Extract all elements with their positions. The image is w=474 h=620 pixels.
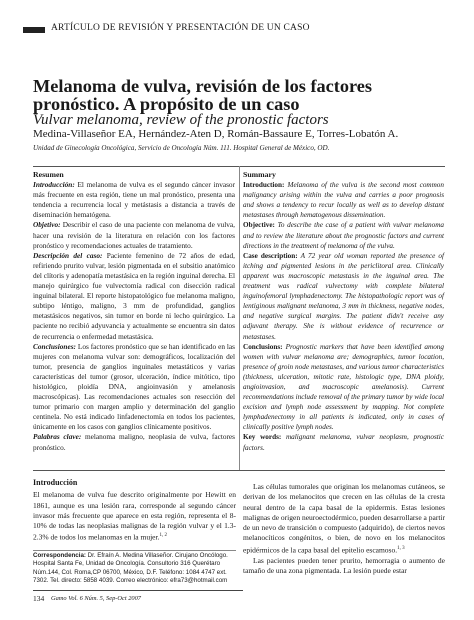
introduccion-right bbox=[243, 482, 445, 576]
article-subtitle: Vulvar melanoma, review of the pronostic factors bbox=[33, 112, 329, 128]
summary-keywords: Key words: malignant melanoma, vulvar neoplasm, prognostic factors. bbox=[243, 433, 444, 452]
introduccion-right-p2: Las pacientes pueden tener prurito, hemorragia o aumento de tamaño de una zona pigmentada. La lesión puede estar bbox=[243, 555, 445, 575]
article-title: Melanoma de vulva, revisión de los factores pronóstico. A propósito de un caso bbox=[33, 76, 373, 114]
summary-column bbox=[243, 170, 444, 453]
summary-intro: Introduction: Melanoma of the vulva is the second most common malignancy arising within the vulva and carries a poor prognosis and shows a tendency to recur locally as well as to develop distant metastases through hematogenous dissemination. bbox=[243, 181, 444, 220]
correspondence-text: Dr. Efraín A. Medina Villaseñor. Cirujano Oncólogo. Hospital Santa Fe, Unidad de Oncología. Consultorio 316 Querétaro Núm.144, Col. Roma,CP 06700, México, D.F. Teléfono: 1084 4747 ext. 7302. Tel. directo: 5858 4039. Correo electrónico: efra73@hotmail.com bbox=[33, 552, 228, 584]
section-marker-bar bbox=[23, 27, 45, 33]
resumen-palabras-clave: Palabras clave: melanoma maligno, neoplasia de vulva, factores pronóstico. bbox=[33, 432, 236, 452]
introduccion-right-p1: Las células tumorales que originan los melanomas cutáneos, se derivan de los melanocitos que crecen en las células de la cresta neural dentro de la capa basal de la epidermis. Estas lesiones malignas de origen neuroectodérmico, pueden desarrollarse a partir de un nevo de transición o compuesto (adquirido), de ciertos nevos melanocíticos congénitos, o bien, de novo en los melanocitos epidérmicos de la capa basal del epitelio escamoso.$^{1, 3}$ bbox=[243, 482, 445, 555]
introduccion-left bbox=[33, 478, 236, 543]
correspondence-rule bbox=[33, 550, 236, 551]
abstract-column-divider bbox=[239, 166, 240, 471]
introduccion-heading: Introducción bbox=[33, 478, 78, 487]
correspondence-note bbox=[33, 552, 236, 585]
summary-heading: Summary bbox=[243, 170, 276, 179]
footer-rule bbox=[33, 590, 243, 591]
section-label: ARTÍCULO DE REVISIÓN Y PRESENTACIÓN DE UN CASO bbox=[51, 23, 310, 33]
resumen-conclusiones: Conclusiones: Los factores pronóstico que se han identificado en las mujeres con melanoma vulvar son: demográficos, localización del tumor, presencia de ganglios inguinales metastáticos y varias características del tumor (grosor, ulceración, índice mitótico, tipo histológico, ploidía DNA, angioinvasión y amelanosis macroscópicas). Las recomendaciones actuales son resección del tumor primario con margen amplio y determinación del ganglio centinela. No está indicado linfadenectomía en todos los pacientes, únicamente en los casos con ganglios clínicamente positivos. bbox=[33, 341, 235, 432]
resumen-caso: Descripción del caso: Paciente femenino de 72 años de edad, refiriendo prurito vulvar, lesión pigmentada en el subsitio anatómico del clítoris y adenopatía metastásica en la región inguinal derecha. El manejo quirúrgico fue vulvectomía radical con disección radical inguinal bilateral. El reporte histopatológico fue melanoma maligno, subtipo léntigo, maligno, 3 mm de profundidad, ganglios metastásicos negativos, sin tumor en borde ni lecho quirúrgico. La paciente no recibió adyuvancia y actualmente se encuentra sin datos de recurrencia o enfermedad metastásica. bbox=[33, 250, 236, 341]
page-number: 134 bbox=[33, 594, 45, 603]
resumen-heading: Resumen bbox=[33, 170, 64, 179]
summary-objective: Objective: To describe the case of a patient with vulvar melanoma and to review the literature about the prognostic factors and current directions in the treatment of melanoma of the vulva. bbox=[243, 221, 444, 250]
summary-case: Case description: A 72 year old woman reported the presence of itching and pigmented lesions in the periclitoral area. Clinically apparent was macroscopic metastasis in the inguinal area. The treatment was radical vulvectomy with complete bilateral inguinofemoral lymphadenectomy. The histopathologic report was of lentiginous malignant melanoma, 3 mm in thickness, negative nodes, and negative surgical margins. The patient didn't receive any adjuvant therapy. She is without evidence of recurrence or metastases. bbox=[243, 251, 444, 341]
abstract-box-bottom-rule bbox=[33, 470, 445, 471]
introduccion-text: El melanoma de vulva fue descrito originalmente por Hewitt en 1861, aunque es una lesión rara, corresponde al segundo cáncer invasor más frecuente que aparece en esta región, representa el 8-10% de todas las neoplasias malignas de la región vulvar y el 1.3-2.3% de todos los melanomas en la mujer. bbox=[33, 490, 236, 542]
summary-conclusions: Conclusions: Prognostic markers that have been identified among women with vulvar melanoma are; demographics, tumor location, presence of groin node metastases, and various tumor characteristics (thickness, ulceration, mitotic rate, histologic type, DNA ploidy, angioinvasion, and macroscopic amelanosis). Current recommendations include removal of the primary tumor by wide local excision and lymph node assessment by mapping. Not complete lymphadenectomy in all patients is indicated, only in cases of clinically positive lymph nodes. bbox=[243, 342, 444, 432]
resumen-column bbox=[33, 170, 235, 453]
resumen-objetivo: Objetivo: Describir el caso de una paciente con melanoma de vulva, hacer una revisión de la literatura en relación con los factores pronóstico y recomendaciones actuales de tratamiento. bbox=[33, 220, 235, 250]
introduccion-refs: 1, 2 bbox=[159, 533, 167, 539]
resumen-intro: Introducción: El melanoma de vulva es el segundo cáncer invasor más frecuente en esta región, tiene un mal pronóstico, presenta una tendencia a recurrencia local y metástasis a distancia a través de diseminación hematógena. bbox=[33, 180, 235, 220]
correspondence-label: Correspondencia: bbox=[33, 552, 86, 559]
article-authors: Medina-Villaseñor EA, Hernández-Aten D, Román-Bassaure E, Torres-Lobatón A. bbox=[33, 128, 399, 140]
article-affiliation: Unidad de Ginecología Oncológica, Servicio de Oncología Núm. 111. Hospital General de México, OD. bbox=[33, 144, 330, 152]
journal-citation: Gamo Vol. 6 Núm. 5, Sep-Oct 2007 bbox=[51, 595, 141, 602]
